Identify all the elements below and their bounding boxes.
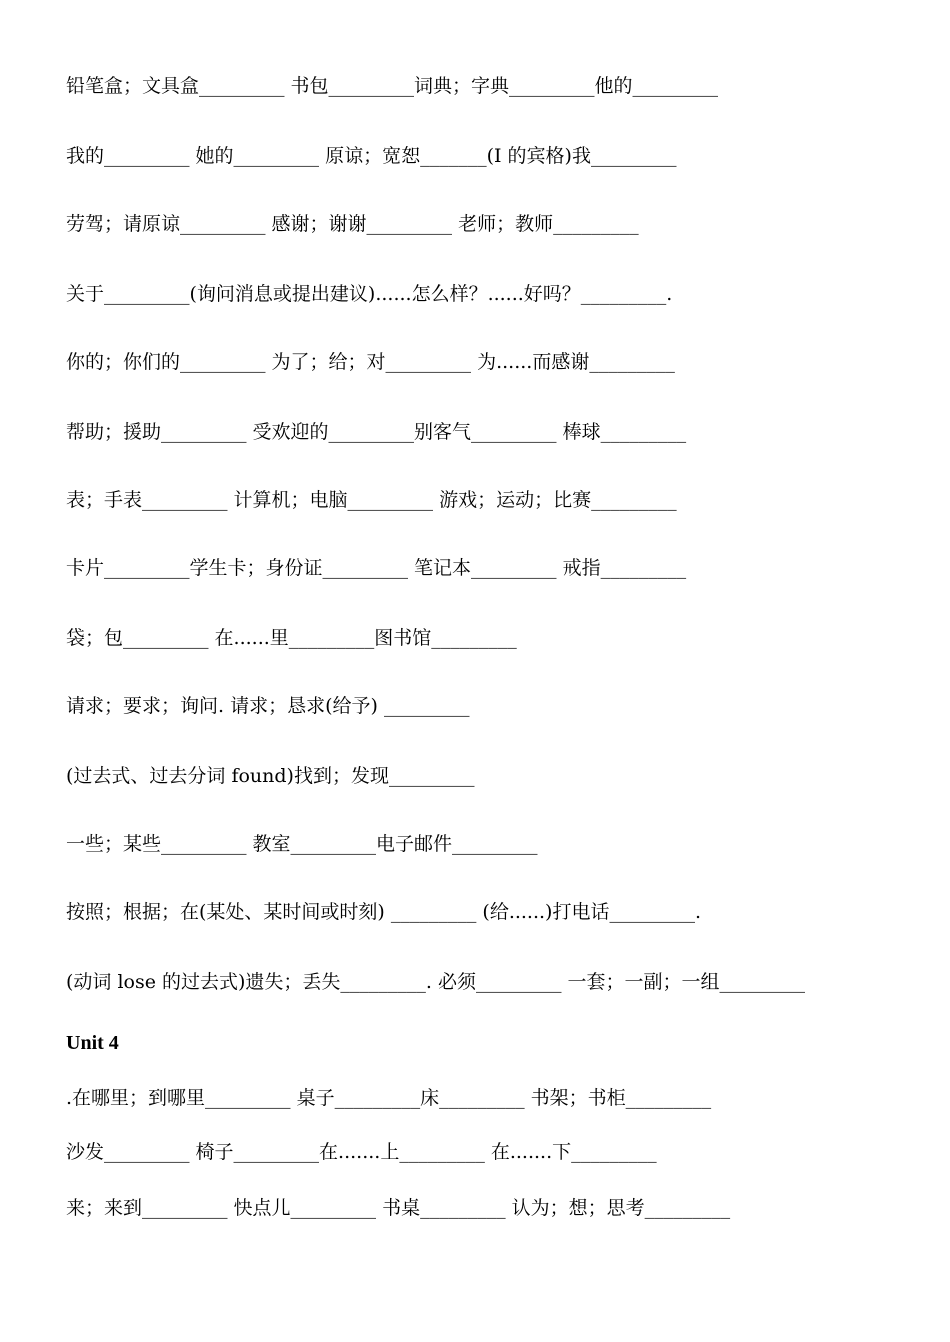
vocab-line: 卡片_________学生卡；身份证_________ 笔记本_________ 戒指_________: [66, 557, 687, 579]
vocab-line: 劳驾；请原谅_________ 感谢；谢谢_________ 老师；教师_________: [66, 213, 639, 235]
vocab-line: 来；来到_________ 快点儿_________ 书桌_________ 认为；想；思考_________: [66, 1197, 731, 1219]
vocab-line: 袋；包_________ 在......里_________图书馆_________: [66, 627, 517, 649]
vocab-line: .在哪里；到哪里_________ 桌子_________床_________ 书架；书柜_________: [66, 1087, 712, 1109]
vocab-line: 按照；根据；在(某处、某时间或时刻) _________ (给......)打电话_________.: [66, 901, 702, 923]
vocab-line: 沙发_________ 椅子_________在.......上_________ 在.......下_________: [66, 1141, 657, 1163]
vocab-line: 你的；你们的_________ 为了；给；对_________ 为......而感谢_________: [66, 351, 675, 373]
vocab-line: (过去式、过去分词 found)找到；发现_________: [66, 765, 475, 787]
vocab-line: 表；手表_________ 计算机；电脑_________ 游戏；运动；比赛_________: [66, 489, 677, 511]
vocab-line: 请求；要求；询问. 请求；恳求(给予) _________: [66, 695, 470, 717]
unit-heading: Unit 4: [66, 1032, 119, 1054]
vocab-line: 铅笔盒；文具盒_________ 书包_________词典；字典_________他的_________: [66, 75, 719, 97]
vocab-line: 关于_________(询问消息或提出建议)......怎么样？......好吗？_________.: [66, 283, 673, 305]
vocab-line: 我的_________ 她的_________ 原谅；宽恕_______(I 的宾格)我_________: [66, 145, 677, 167]
vocab-line: 帮助；援助_________ 受欢迎的_________别客气_________ 棒球_________: [66, 421, 687, 443]
vocab-line: (动词 lose 的过去式)遗失；丢失_________. 必须_________ 一套；一副；一组_________: [66, 971, 806, 993]
vocab-line: 一些；某些_________ 教室_________电子邮件_________: [66, 833, 538, 855]
